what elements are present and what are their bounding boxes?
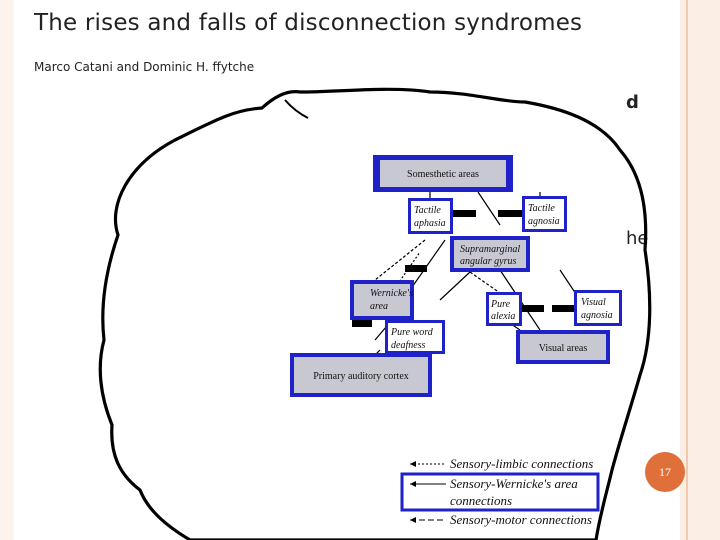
tactile-agnosia-label-line2: agnosia [528,216,560,227]
visual-areas-box [516,330,610,364]
pure-word-deafness-box [385,320,445,354]
background-text-fragment: he [626,228,649,249]
background-text-fragment: d [626,92,639,113]
legend-sensory-wernicke-label-line2: connections [450,493,513,508]
brain-inner-fold [285,100,308,118]
wernickes-area-box [350,280,414,320]
supramarginal-label-line1: Supramarginal [460,244,521,255]
visual-areas-label: Visual areas [538,343,588,354]
tactile-agnosia-box [522,196,567,232]
primary-auditory-label: Primary auditory cortex [313,371,409,382]
legend-sensory-limbic-label: Sensory-limbic connections [450,456,594,471]
pure-word-deafness-label-line1: Pure word [391,327,433,338]
pure-alexia-label-line2: alexia [491,311,516,322]
primary-auditory-cortex-box [290,353,432,397]
visual-agnosia-box [574,290,622,326]
wernicke-label-line2: area [370,301,388,312]
pure-alexia-box [486,292,522,326]
authors: Marco Catani and Dominic H. ffytche [34,60,255,74]
legend-sensory-limbic [410,456,593,471]
legend [402,456,598,527]
page-title: The rises and falls of disconnection syndromes [34,10,583,36]
somesthetic-areas-label: Somesthetic areas [407,169,479,180]
legend-sensory-motor [410,512,592,527]
supramarginal-label-line2: angular gyrus [460,256,517,267]
tactile-agnosia-label-line1: Tactile [528,203,555,214]
pure-alexia-label-line1: Pure [491,299,511,310]
wernicke-label-line1: Wernicke's [370,288,413,299]
legend-sensory-wernicke [402,474,598,510]
supramarginal-gyrus-box [450,236,530,272]
visual-agnosia-label-line2: agnosia [581,310,613,321]
somesthetic-areas-box [373,155,513,192]
legend-sensory-motor-label: Sensory-motor connections [450,512,592,527]
visual-agnosia-label-line1: Visual [581,297,606,308]
tactile-aphasia-box [408,198,453,234]
tactile-aphasia-label-line1: Tactile [414,205,441,216]
tactile-aphasia-label-line2: aphasia [414,218,446,229]
page-number-badge: 17 [645,452,685,492]
pure-word-deafness-label-line2: deafness [391,340,426,351]
legend-sensory-wernicke-label-line1: Sensory-Wernicke's area [450,476,578,491]
